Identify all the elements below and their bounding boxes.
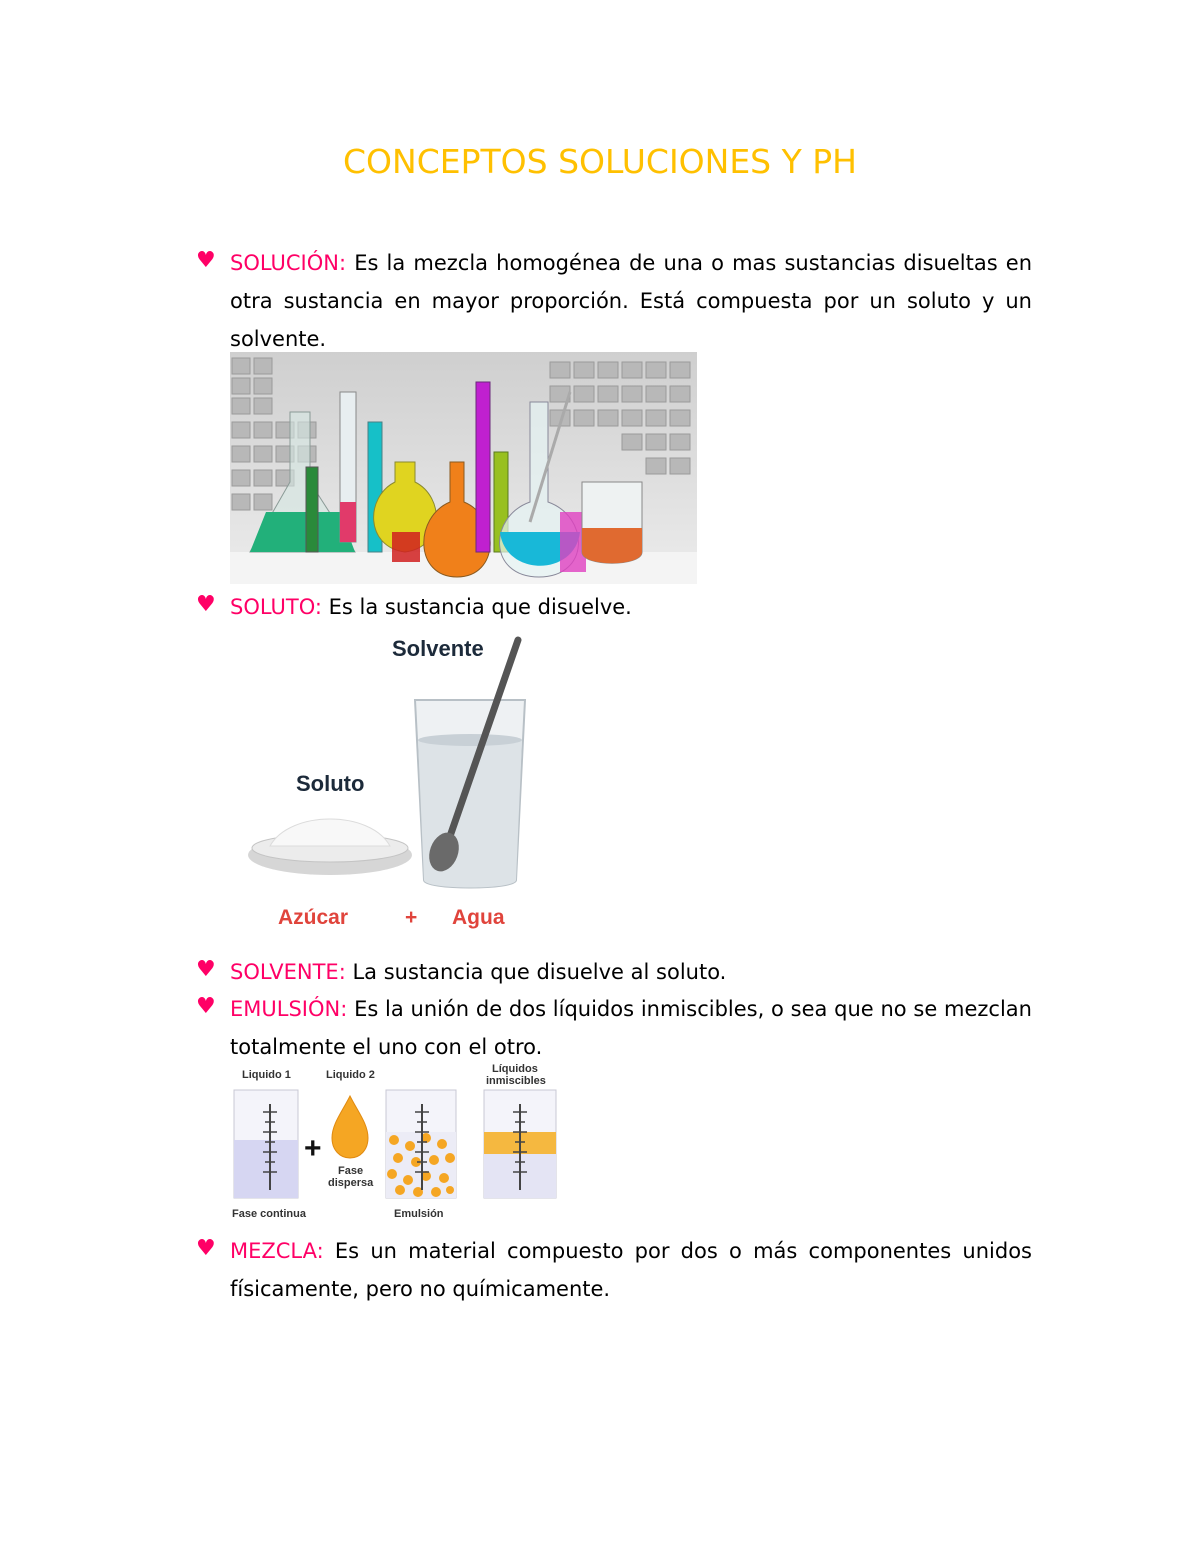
heart-bullet-icon: ♥ bbox=[196, 994, 216, 1019]
heart-bullet-icon: ♥ bbox=[196, 957, 216, 982]
item-text bbox=[230, 588, 1032, 626]
beaker-fase-continua-icon bbox=[234, 1090, 298, 1198]
liquido-1-label: Liquido 1 bbox=[242, 1069, 291, 1081]
term-label: SOLUCIÓN: bbox=[230, 251, 347, 275]
liquidos-inmiscibles-label-1: Líquidos bbox=[492, 1063, 538, 1075]
list-item-soluto bbox=[196, 588, 1032, 626]
fase-continua-label: Fase continua bbox=[232, 1208, 306, 1220]
lab-glassware-photo bbox=[230, 352, 697, 584]
heart-bullet-icon: ♥ bbox=[196, 592, 216, 617]
heart-bullet-icon: ♥ bbox=[196, 1236, 216, 1261]
plus-sign: + bbox=[405, 906, 418, 929]
page-title: CONCEPTOS SOLUCIONES Y PH bbox=[343, 142, 857, 181]
item-text bbox=[230, 990, 1032, 1066]
emulsion-label: Emulsión bbox=[394, 1208, 444, 1220]
list-item-solvente bbox=[196, 953, 1032, 991]
term-label: EMULSIÓN: bbox=[230, 997, 348, 1021]
emulsion-plus-sign: + bbox=[304, 1132, 322, 1165]
term-label: SOLUTO: bbox=[230, 595, 322, 619]
item-text bbox=[230, 953, 1032, 991]
azucar-label: Azúcar bbox=[278, 906, 349, 929]
solvente-label: Solvente bbox=[392, 636, 484, 661]
definition-text: Es la mezcla homogénea de una o mas sustancias disueltas en otra sustancia en mayor proporción. Está compuesta por un soluto y un solvente. bbox=[230, 251, 1032, 351]
beaker-emulsion-icon bbox=[386, 1090, 456, 1198]
definition-text: La sustancia que disuelve al soluto. bbox=[345, 960, 727, 984]
term-label: MEZCLA: bbox=[230, 1239, 324, 1263]
definition-text: Es la sustancia que disuelve. bbox=[321, 595, 632, 619]
definition-text: Es un material compuesto por dos o más componentes unidos físicamente, pero no químicamente. bbox=[230, 1239, 1032, 1301]
term-label: SOLVENTE: bbox=[230, 960, 346, 984]
item-text bbox=[230, 1232, 1032, 1308]
fase-dispersa-label-1: Fase bbox=[338, 1165, 364, 1177]
beaker-inmiscibles-icon bbox=[484, 1090, 556, 1198]
list-item-emulsion bbox=[196, 990, 1032, 1066]
list-item-mezcla bbox=[196, 1232, 1032, 1308]
soluto-label: Soluto bbox=[296, 771, 365, 796]
list-item-solucion bbox=[196, 244, 1032, 358]
liquidos-inmiscibles-label-2: inmiscibles bbox=[486, 1075, 546, 1087]
emulsion-figure bbox=[228, 1062, 563, 1222]
heart-bullet-icon: ♥ bbox=[196, 248, 216, 273]
fase-dispersa-label-2: dispersa bbox=[328, 1177, 374, 1189]
liquido-2-label: Liquido 2 bbox=[326, 1069, 375, 1081]
agua-label: Agua bbox=[452, 906, 505, 929]
soluto-solvente-figure bbox=[230, 630, 560, 940]
definition-text: Es la unión de dos líquidos inmiscibles, o sea que no se mezclan totalmente el uno con el otro. bbox=[230, 997, 1032, 1059]
item-text bbox=[230, 244, 1032, 358]
